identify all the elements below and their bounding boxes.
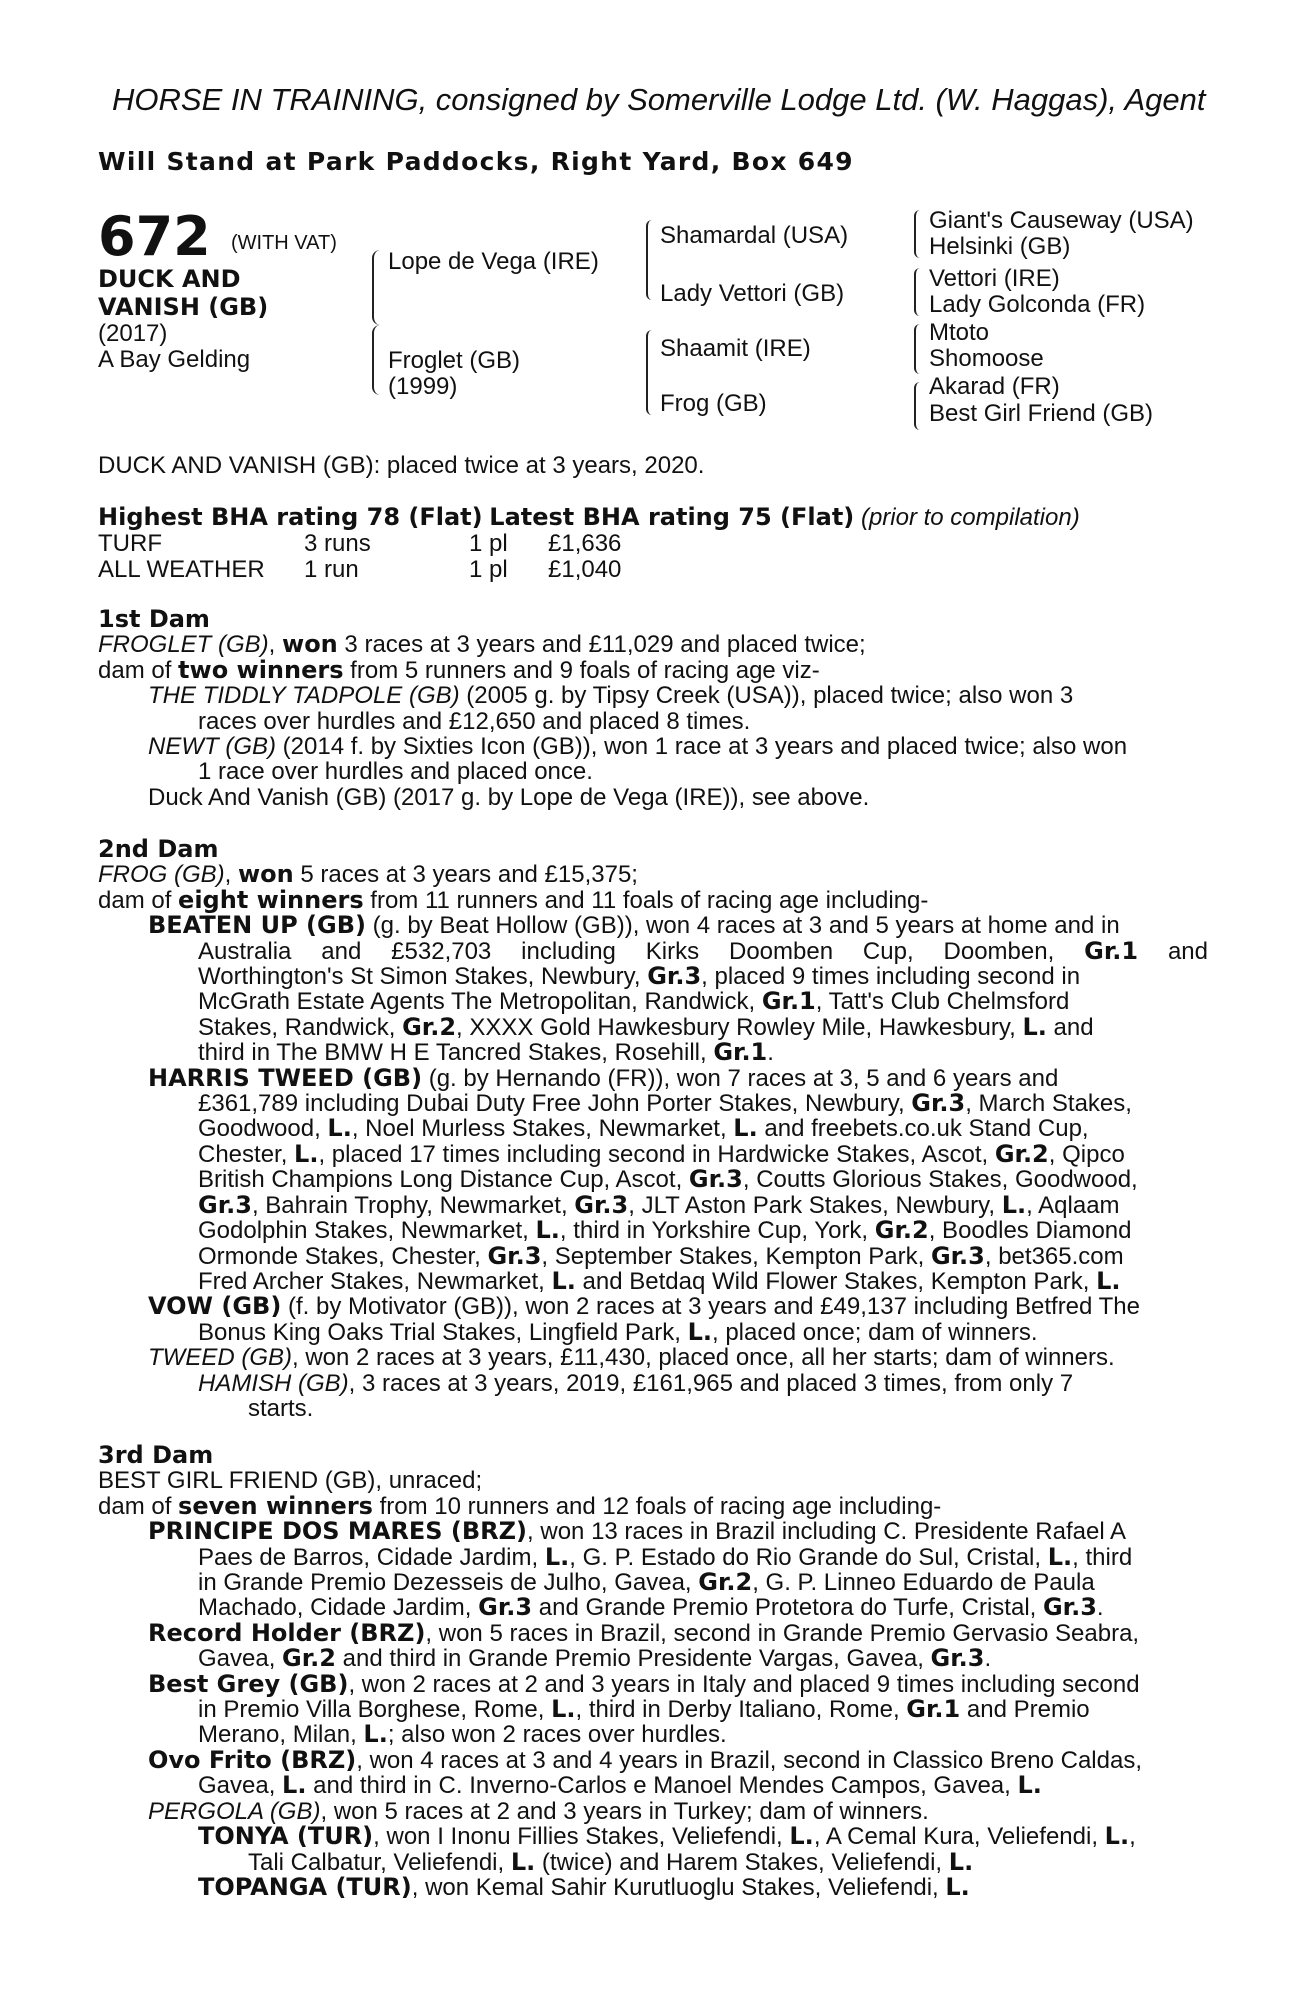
progeny-name: TWEED (GB) <box>148 1344 292 1372</box>
text: , A Cemal Kura, Veliefendi, <box>813 1823 1105 1851</box>
text: Bonus King Oaks Trial Stakes, Lingfield Park, <box>198 1318 688 1346</box>
grade: L. <box>551 1266 576 1295</box>
second-dam-section <box>98 837 1208 1421</box>
text: Gavea, <box>198 1645 283 1673</box>
third-dam-produce-line <box>98 1491 1208 1520</box>
text: in Premio Villa Borghese, Rome, <box>198 1696 552 1724</box>
progeny-entry <box>98 1519 1208 1544</box>
grade: L. <box>327 1114 352 1143</box>
stats-surface-turf: TURF <box>98 530 162 557</box>
text: 3 races at 3 years and £11,029 and placed twice; <box>337 631 866 659</box>
grade: L. <box>294 1139 319 1168</box>
progeny-entry <box>98 1063 1208 1092</box>
text: , G. P. Linneo Eduardo de Paula <box>752 1569 1095 1597</box>
stats-earnings-turf: £1,636 <box>548 530 622 557</box>
horse-name-line1: DUCK AND <box>98 265 241 293</box>
progeny-entry-cont <box>98 1167 1208 1192</box>
grade: L. <box>1104 1822 1130 1851</box>
progeny-entry-cont <box>98 1139 1208 1168</box>
pedigree-sire-dam: Lady Vettori (GB) <box>660 280 845 307</box>
progeny-entry-cont <box>98 964 1208 989</box>
progeny-name: THE TIDDLY TADPOLE (GB) <box>148 682 460 710</box>
ratings-note: (prior to compilation) <box>860 504 1080 531</box>
grade: Gr.1 <box>1084 936 1139 965</box>
text: . <box>984 1645 992 1673</box>
stats-runs-turf: 3 runs <box>304 530 371 557</box>
progeny-name: HAMISH (GB) <box>198 1369 349 1397</box>
grade: Gr.3 <box>930 1644 985 1673</box>
grade: Gr.2 <box>874 1216 929 1245</box>
text: (g. by Beat Hollow (GB)), won 4 races at 3 and 5 years at home and in <box>365 912 1120 940</box>
text: , won Kemal Sahir Kurutluoglu Stakes, Veliefendi, <box>411 1873 946 1901</box>
text: Worthington's St Simon Stakes, Newbury, <box>198 963 648 991</box>
progeny-entry-cont <box>98 1116 1208 1141</box>
pedigree-brace-sire-parents <box>646 220 655 300</box>
text: £361,789 including Dubai Duty Free John Porter Stakes, Newbury, <box>198 1090 912 1118</box>
text: , <box>268 631 283 659</box>
progeny-entry <box>98 1345 1208 1370</box>
pedigree-dam: Froglet (GB) <box>388 347 521 374</box>
text: Gavea, <box>198 1772 283 1800</box>
pedigree-brace-g2 <box>914 268 922 316</box>
progeny-entry-cont <box>98 1722 1208 1747</box>
grade: L. <box>1047 1542 1073 1571</box>
text: , 3 races at 3 years, 2019, £161,965 and placed 3 times, from only 7 <box>348 1369 1074 1397</box>
progeny-entry <box>98 785 1208 810</box>
highest-rating: Highest BHA rating 78 (Flat) <box>98 503 483 531</box>
text: Ormonde Stakes, Chester, <box>198 1242 488 1270</box>
grade: L. <box>1017 1771 1042 1800</box>
text: , won 2 races at 2 and 3 years in Italy and placed 9 times including second <box>348 1670 1140 1698</box>
horse-description: A Bay Gelding <box>98 346 251 373</box>
progeny-entry-cont <box>98 1091 1208 1116</box>
text: 5 races at 3 years and £15,375; <box>293 861 638 889</box>
grade: L. <box>789 1822 814 1851</box>
progeny-name: NEWT (GB) <box>148 733 276 761</box>
text: 1 race over hurdles and placed once. <box>198 758 593 786</box>
pedigree-g5: Mtoto <box>929 319 990 346</box>
grade: L. <box>1022 1012 1047 1041</box>
winners-count: eight winners <box>178 885 364 914</box>
text: from 5 runners and 9 foals of racing age viz- <box>343 656 820 684</box>
text: , won 5 races in Brazil, second in Grande Premio Gervasio Seabra, <box>425 1619 1140 1647</box>
text: Merano, Milan, <box>198 1721 364 1749</box>
progeny-name: BEATEN UP (GB) <box>148 911 366 940</box>
grade: Gr.2 <box>994 1139 1049 1168</box>
text: dam of <box>98 656 179 684</box>
text: , Aqlaam <box>1026 1191 1120 1219</box>
location-header: Will Stand at Park Paddocks, Right Yard, Box 649 <box>98 147 854 176</box>
grade: L. <box>948 1847 974 1876</box>
text: (2014 f. by Sixties Icon (GB)), won 1 race at 3 years and placed twice; also won <box>275 733 1128 761</box>
text: and Betdaq Wild Flower Stakes, Kempton Park, <box>575 1267 1097 1295</box>
progeny-entry-cont <box>98 936 1209 965</box>
text: Australia and £532,703 including Kirks Doomben Cup, Doomben, <box>198 937 1085 965</box>
progeny-name: TOPANGA (TUR) <box>198 1872 412 1901</box>
grade: Gr.1 <box>713 1038 768 1067</box>
text: , third <box>1072 1543 1133 1571</box>
third-dam-line: BEST GIRL FRIEND (GB), unraced; <box>98 1467 483 1495</box>
text: , Tatt's Club Chelmsford <box>815 988 1070 1016</box>
progeny-entry <box>98 1799 1208 1824</box>
grade: Gr.3 <box>1042 1593 1097 1622</box>
first-dam-heading: 1st Dam <box>98 605 210 633</box>
stats-earnings-aw: £1,040 <box>548 556 622 583</box>
text: and third in Grande Premio Presidente Vargas, Gavea, <box>335 1645 931 1673</box>
progeny-name: VOW (GB) <box>148 1292 282 1321</box>
progeny-entry-cont <box>98 759 1208 784</box>
winners-count: seven winners <box>178 1491 373 1520</box>
grand-progeny-entry <box>98 1872 1208 1901</box>
text: , XXXX Gold Hawkesbury Rowley Mile, Hawkesbury, <box>456 1013 1023 1041</box>
grade: Gr.3 <box>198 1190 252 1219</box>
progeny-entry-cont <box>98 1542 1208 1571</box>
second-dam-line <box>98 862 1208 887</box>
pedigree-g1: Giant's Causeway (USA) <box>929 207 1194 234</box>
progeny-entry <box>98 1669 1208 1698</box>
grand-progeny-entry-cont <box>98 1396 1208 1421</box>
grade: Gr.3 <box>688 1165 743 1194</box>
pedigree-g8: Best Girl Friend (GB) <box>929 400 1154 427</box>
grade: Gr.2 <box>402 1012 457 1041</box>
text: from 10 runners and 12 foals of racing age including- <box>372 1492 942 1520</box>
text: Chester, <box>198 1140 295 1168</box>
horse-name-line2: VANISH (GB) <box>98 293 269 321</box>
grade: L. <box>945 1872 970 1901</box>
latest-rating: Latest BHA rating 75 (Flat) <box>489 503 855 531</box>
stats-surface-aw: ALL WEATHER <box>98 556 265 583</box>
progeny-name: PERGOLA (GB) <box>148 1797 321 1825</box>
progeny-entry <box>98 1745 1208 1774</box>
progeny-entry <box>98 683 1208 708</box>
text: McGrath Estate Agents The Metropolitan, Randwick, <box>198 988 762 1016</box>
grade: L. <box>510 1847 536 1876</box>
text: , bet365.com <box>984 1242 1124 1270</box>
text: Paes de Barros, Cidade Jardim, <box>198 1543 545 1571</box>
pedigree-g3: Vettori (IRE) <box>929 265 1060 292</box>
grade: L. <box>535 1216 560 1245</box>
grade: L. <box>733 1114 758 1143</box>
grade: L. <box>687 1317 712 1346</box>
text: Stakes, Randwick, <box>198 1013 403 1041</box>
text: dam of <box>98 886 179 914</box>
text: , won 4 races at 3 and 4 years in Brazil, second in Classico Breno Caldas, <box>356 1746 1142 1774</box>
text: in Grande Premio Dezesseis de Julho, Gavea, <box>198 1569 699 1597</box>
pedigree-sire: Lope de Vega (IRE) <box>388 248 599 275</box>
won-label: won <box>238 860 294 889</box>
pedigree-brace-g3 <box>914 324 922 374</box>
progeny-entry-cont <box>98 1646 1208 1671</box>
first-dam-name: FROGLET (GB) <box>98 631 269 659</box>
text: races over hurdles and £12,650 and placed 8 times. <box>198 707 751 735</box>
text: ; also won 2 races over hurdles. <box>387 1721 727 1749</box>
grade: L. <box>1096 1266 1121 1295</box>
pedigree-brace-g1 <box>914 210 922 258</box>
pedigree-g6: Shomoose <box>929 345 1044 372</box>
text: , Qipco <box>1048 1140 1125 1168</box>
text: third in The BMW H E Tancred Stakes, Rosehill, <box>198 1039 714 1067</box>
text: and <box>1046 1013 1094 1041</box>
text: , third in Derby Italiano, Rome, <box>575 1696 907 1724</box>
text: and <box>1138 937 1209 965</box>
text: . <box>767 1039 774 1067</box>
text: , March Stakes, <box>965 1090 1132 1118</box>
text: Machado, Cidade Jardim, <box>198 1594 479 1622</box>
third-dam-section <box>98 1443 1208 1900</box>
won-label: won <box>282 630 338 659</box>
text: from 11 runners and 11 foals of racing age including- <box>363 886 929 914</box>
second-dam-name: FROG (GB) <box>98 861 225 889</box>
progeny-entry-cont <box>98 1570 1208 1595</box>
pedigree-brace-dam <box>372 325 382 395</box>
pedigree-dam-sire: Shaamit (IRE) <box>660 335 811 362</box>
second-dam-heading: 2nd Dam <box>98 835 219 863</box>
third-dam-heading: 3rd Dam <box>98 1441 214 1469</box>
pedigree-brace-sire <box>372 250 382 325</box>
grand-progeny-entry-cont <box>98 1847 1208 1876</box>
progeny-entry <box>98 913 1208 938</box>
grade: Gr.3 <box>487 1241 542 1270</box>
text: , G. P. Estado do Rio Grande do Sul, Cristal, <box>569 1543 1048 1571</box>
progeny-entry-cont <box>98 1241 1208 1270</box>
text: , Boodles Diamond <box>928 1217 1132 1245</box>
pedigree-g7: Akarad (FR) <box>929 373 1060 400</box>
text: , Noel Murless Stakes, Newmarket, <box>351 1115 734 1143</box>
grade: L. <box>363 1720 388 1749</box>
progeny-entry-cont <box>98 1595 1208 1620</box>
pedigree-dam-dam: Frog (GB) <box>660 390 767 417</box>
grade: Gr.3 <box>574 1190 629 1219</box>
text: , won I Inonu Fillies Stakes, Veliefendi, <box>373 1823 790 1851</box>
grade: L. <box>544 1542 570 1571</box>
progeny-entry-cont <box>98 1266 1208 1295</box>
progeny-entry-cont <box>98 1190 1208 1219</box>
text: (g. by Hernando (FR)), won 7 races at 3, 5 and 6 years and <box>422 1064 1059 1092</box>
first-dam-line <box>98 632 1208 657</box>
consignor-header: HORSE IN TRAINING, consigned by Somerville Lodge Ltd. (W. Haggas), Agent <box>112 82 1206 117</box>
text: , placed once; dam of winners. <box>712 1318 1038 1346</box>
text: , placed 9 times including second in <box>701 963 1081 991</box>
grade: Gr.3 <box>930 1241 985 1270</box>
text: (f. by Motivator (GB)), won 2 races at 3 years and £49,137 including Betfred The <box>281 1293 1140 1321</box>
grade: Gr.1 <box>761 987 816 1016</box>
stats-placed-aw: 1 pl <box>469 556 508 583</box>
text: Tali Calbatur, Veliefendi, <box>248 1848 511 1876</box>
text: Goodwood, <box>198 1115 328 1143</box>
text: , placed 17 times including second in Hardwicke Stakes, Ascot, <box>318 1140 995 1168</box>
stats-runs-aw: 1 run <box>304 556 359 583</box>
progeny-entry <box>98 1294 1208 1319</box>
progeny-entry-cont <box>98 1773 1208 1798</box>
grade: Gr.3 <box>478 1593 533 1622</box>
grade: Gr.3 <box>647 962 702 991</box>
text: Duck And Vanish (GB) (2017 g. by Lope de Vega (IRE)), see above. <box>148 783 870 811</box>
pedigree-g2: Helsinki (GB) <box>929 233 1071 260</box>
ratings-line <box>98 503 1080 532</box>
text: , <box>224 861 238 889</box>
progeny-entry-cont <box>98 989 1208 1014</box>
text: starts. <box>248 1394 314 1422</box>
progeny-entry-cont <box>98 1040 1208 1065</box>
text: , won 5 races at 2 and 3 years in Turkey; dam of winners. <box>320 1797 929 1825</box>
text: , Bahrain Trophy, Newmarket, <box>251 1191 575 1219</box>
stats-placed-turf: 1 pl <box>469 530 508 557</box>
grade: L. <box>551 1695 576 1724</box>
text: , September Stakes, Kempton Park, <box>541 1242 931 1270</box>
lot-number: 672 <box>98 205 211 268</box>
grade: Gr.1 <box>906 1695 961 1724</box>
vat-label: (WITH VAT) <box>231 232 337 254</box>
grade: L. <box>282 1771 307 1800</box>
text: , Coutts Glorious Stakes, Goodwood, <box>742 1166 1138 1194</box>
text: dam of <box>98 1492 179 1520</box>
progeny-entry-cont <box>98 1012 1208 1041</box>
text: . <box>1096 1594 1104 1622</box>
pedigree-brace-dam-parents <box>646 330 655 415</box>
progeny-entry-cont <box>98 1317 1208 1346</box>
text: , won 13 races in Brazil including C. Presidente Rafael A <box>527 1518 1127 1546</box>
progeny-name: Ovo Frito (BRZ) <box>148 1745 357 1774</box>
progeny-name: Best Grey (GB) <box>148 1669 349 1698</box>
progeny-entry-cont <box>98 1697 1208 1722</box>
grand-progeny-entry <box>98 1824 1208 1849</box>
first-dam-produce-line <box>98 655 1208 684</box>
winners-count: two winners <box>178 655 344 684</box>
text: , third in Yorkshire Cup, York, <box>559 1217 875 1245</box>
first-dam-section <box>98 607 1208 810</box>
pedigree-brace-g4 <box>914 382 922 430</box>
second-dam-produce-line <box>98 885 1208 914</box>
text: Fred Archer Stakes, Newmarket, <box>198 1267 552 1295</box>
grand-progeny-entry <box>98 1371 1208 1396</box>
text: , JLT Aston Park Stakes, Newbury, <box>628 1191 1002 1219</box>
text: , <box>1129 1823 1136 1851</box>
progeny-entry <box>98 734 1208 759</box>
grade: L. <box>1001 1190 1027 1219</box>
progeny-entry-cont <box>98 1218 1208 1243</box>
grade: Gr.2 <box>282 1644 336 1673</box>
progeny-name: Record Holder (BRZ) <box>148 1618 426 1647</box>
text: (2005 g. by Tipsy Creek (USA)), placed twice; also won 3 <box>459 682 1074 710</box>
progeny-name: HARRIS TWEED (GB) <box>148 1063 423 1092</box>
progeny-entry <box>98 1618 1208 1647</box>
pedigree-sire-sire: Shamardal (USA) <box>660 222 849 249</box>
text: and Premio <box>960 1696 1090 1724</box>
progeny-name: PRINCIPE DOS MARES (BRZ) <box>148 1517 528 1546</box>
pedigree-dam-year: (1999) <box>388 373 458 400</box>
text: Godolphin Stakes, Newmarket, <box>198 1217 536 1245</box>
progeny-name: TONYA (TUR) <box>198 1822 374 1851</box>
text: British Champions Long Distance Cup, Ascot, <box>198 1166 689 1194</box>
text: and freebets.co.uk Stand Cup, <box>757 1115 1089 1143</box>
race-summary: DUCK AND VANISH (GB): placed twice at 3 years, 2020. <box>98 452 705 479</box>
text: , won 2 races at 3 years, £11,430, placed once, all her starts; dam of winners. <box>292 1344 1115 1372</box>
pedigree-g4: Lady Golconda (FR) <box>929 291 1146 318</box>
grade: Gr.2 <box>698 1568 753 1597</box>
text: and Grande Premio Protetora do Turfe, Cristal, <box>532 1594 1043 1622</box>
horse-year: (2017) <box>98 320 168 347</box>
progeny-entry-cont <box>98 709 1208 734</box>
text: (twice) and Harem Stakes, Veliefendi, <box>535 1848 949 1876</box>
grade: Gr.3 <box>911 1089 966 1118</box>
text: and third in C. Inverno-Carlos e Manoel Mendes Campos, Gavea, <box>306 1772 1018 1800</box>
